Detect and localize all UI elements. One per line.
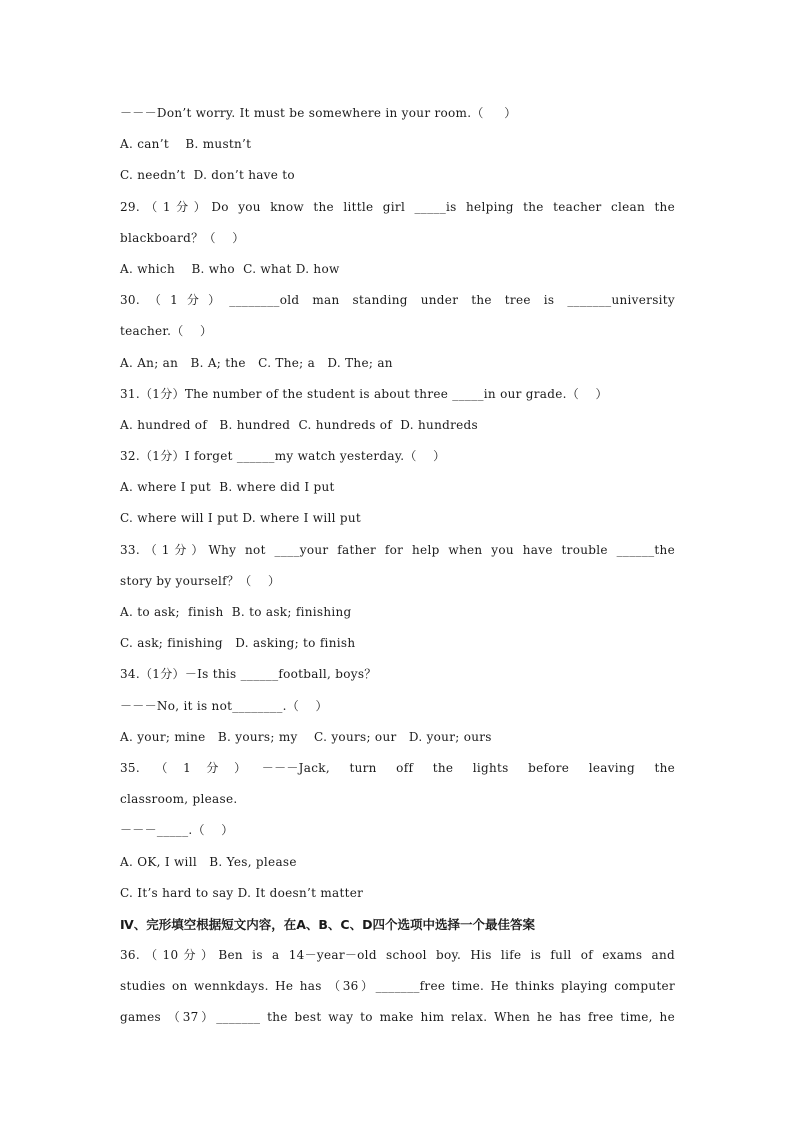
question-34-stem: 34.（1分）－Is this ______football, boys？ <box>120 667 377 682</box>
question-30-options: A. An; an B. A; the C. The; a D. The; an <box>120 355 393 370</box>
question-29-options: A. which B. who C. what D. how <box>120 261 340 276</box>
question-28-options-ab: A. can’t B. mustn’t <box>120 137 252 152</box>
question-31-stem: 31.（1分）The number of the student is about three _____in our grade.（ ） <box>120 386 608 401</box>
question-33-options-cd: C. ask; finishing D. asking; to finish <box>120 636 356 651</box>
question-33-options-ab: A. to ask; finish B. to ask; finishing <box>120 605 352 619</box>
question-34-options: A. your; mine B. yours; my C. yours; our D. your; ours <box>120 729 492 744</box>
question-32-stem: 32.（1分）I forget ______my watch yesterday.（ ） <box>120 449 446 464</box>
question-29-stem-continued: blackboard？（ ） <box>120 230 245 245</box>
question-36-passage-line-3: games （37）_______ the best way to make him relax. When he has free time, he <box>120 1010 675 1025</box>
question-30-stem: 30.（1分）________old man standing under the tree is _______university <box>120 293 675 308</box>
question-33-stem-continued: story by yourself？（ ） <box>120 573 281 588</box>
question-35-options-ab: A. OK, I will B. Yes, please <box>120 854 297 869</box>
question-31-options: A. hundred of B. hundred C. hundreds of D. hundreds <box>120 417 478 432</box>
question-34-reply: －－－No, it is not________.（ ） <box>120 698 328 713</box>
question-36-passage-line-2: studies on wennkdays. He has （36）_______free time. He thinks playing computer <box>120 979 675 994</box>
question-32-options-cd: C. where will I put D. where I will put <box>120 511 362 526</box>
question-35-reply: －－－_____.（ ） <box>120 823 234 838</box>
section-heading-cloze: Ⅳ、完形填空根据短文内容，在A、B、C、D四个选项中选择一个最佳答案 <box>120 916 535 932</box>
question-28-answer-line: －－－Don’t worry. It must be somewhere in your room.（ ） <box>120 106 517 120</box>
question-32-options-ab: A. where I put B. where did I put <box>120 480 335 495</box>
question-28-options-cd: C. needn’t D. don’t have to <box>120 168 295 183</box>
question-36-passage-line-1: 36.（10分）Ben is a 14－year－old school boy. His life is full of exams and <box>120 948 675 963</box>
question-29-stem: 29.（1分）Do you know the little girl _____is helping the teacher clean the <box>120 199 675 214</box>
document-page <box>120 98 675 1034</box>
question-35-options-cd: C. It’s hard to say D. It doesn’t matter <box>120 885 364 900</box>
question-35-stem: 35.（1分）－－－Jack, turn off the lights before leaving the <box>120 760 675 775</box>
question-30-stem-continued: teacher.（ ） <box>120 324 213 339</box>
question-35-stem-continued: classroom, please. <box>120 792 238 807</box>
question-33-stem: 33.（1分）Why not ____your father for help when you have trouble ______the <box>120 542 675 557</box>
